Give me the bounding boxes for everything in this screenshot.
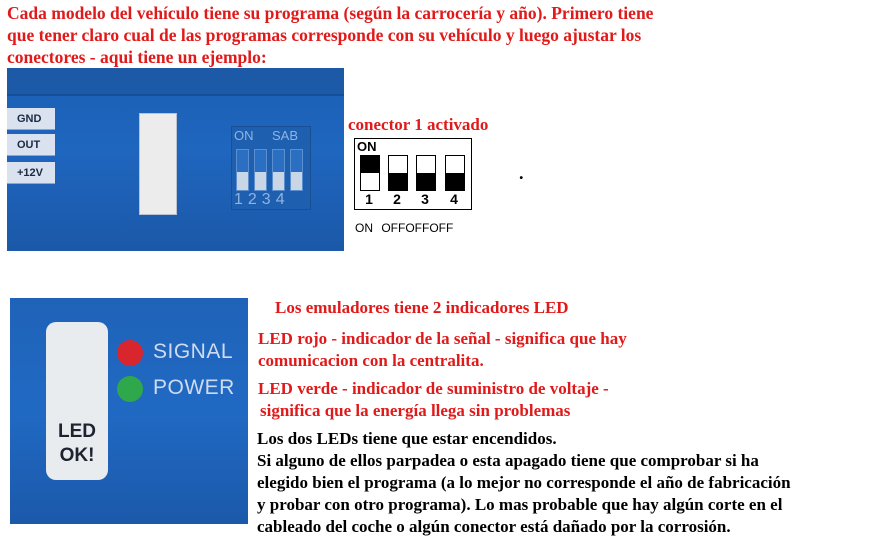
connector-title: conector 1 activado xyxy=(348,115,489,134)
device-dip-switch xyxy=(290,149,303,191)
device-dip-switch-block xyxy=(231,126,311,210)
troubleshooting-line: elegido bien el programa (a lo mejor no corresponde el año de fabricación xyxy=(257,473,791,492)
switch-status: OFF xyxy=(429,221,454,235)
red-led-description xyxy=(258,328,627,372)
troubleshooting-line: Los dos LEDs tiene que estar encendidos. xyxy=(257,429,557,448)
device-top-edge xyxy=(7,68,344,96)
troubleshooting-line: y probar con otro programa). Lo mas probable que hay algún corte en el xyxy=(257,495,783,514)
leds-heading: Los emuladores tiene 2 indicadores LED xyxy=(275,298,569,317)
power-label: POWER xyxy=(153,376,235,399)
red-led-line: LED rojo - indicador de la señal - significa que hay xyxy=(258,329,627,348)
switch-status: ON xyxy=(355,221,373,235)
green-led-line: LED verde - indicador de suministro de voltaje - xyxy=(258,379,609,398)
diagram-switch-4 xyxy=(445,155,465,191)
switch-status: OFF xyxy=(381,221,406,235)
switch-status: OFF xyxy=(405,221,430,235)
green-led-line: significa que la energía llega sin problemas xyxy=(260,401,571,420)
emulator-led-photo xyxy=(10,298,248,524)
emulator-device-photo xyxy=(7,68,344,251)
dip-sab-label: SAB xyxy=(272,128,299,143)
red-led-icon xyxy=(117,340,143,366)
switch-number: 3 xyxy=(421,191,429,207)
device-dip-switch xyxy=(272,149,285,191)
diagram-on-label: ON xyxy=(357,139,377,154)
red-led-line: comunicacion con la centralita. xyxy=(258,351,484,370)
pin-label-12v: +12V xyxy=(7,162,55,184)
dip-numbers: 1234 xyxy=(234,191,290,208)
led-ok-line: LED xyxy=(58,421,96,442)
intro-line: que tener claro cual de las programas corresponde con su vehículo y luego ajustar los xyxy=(7,25,642,45)
dot-mark: . xyxy=(519,163,524,183)
connector-dip-diagram xyxy=(354,138,472,210)
signal-label: SIGNAL xyxy=(153,340,234,363)
intro-paragraph xyxy=(7,2,767,68)
pin-label-gnd: GND xyxy=(7,108,55,130)
device-dip-switch xyxy=(236,149,249,191)
pin-label-out: OUT xyxy=(7,134,55,156)
led-ok-line: OK! xyxy=(59,445,95,466)
switch-number: 1 xyxy=(365,191,373,207)
troubleshooting-line: cableado del coche o algún conector está dañado por la corrosión. xyxy=(257,517,731,536)
device-label-window xyxy=(139,113,177,215)
troubleshooting-text xyxy=(257,428,882,538)
led-ok-text xyxy=(46,420,108,468)
intro-line: conectores - aqui tiene un ejemplo: xyxy=(7,47,267,67)
led-ok-panel xyxy=(46,322,108,480)
intro-line: Cada modelo del vehículo tiene su programa (según la carrocería y año). Primero tiene xyxy=(7,3,654,23)
green-led-description xyxy=(258,378,609,422)
switch-status-row xyxy=(355,221,453,235)
troubleshooting-line: Si alguno de ellos parpadea o esta apagado tiene que comprobar si ha xyxy=(257,451,759,470)
diagram-switch-1 xyxy=(360,155,380,191)
diagram-switch-3 xyxy=(416,155,436,191)
switch-number: 4 xyxy=(450,191,458,207)
device-dip-switch xyxy=(254,149,267,191)
dip-on-label: ON xyxy=(234,128,254,143)
green-led-icon xyxy=(117,376,143,402)
switch-number: 2 xyxy=(393,191,401,207)
diagram-switch-2 xyxy=(388,155,408,191)
